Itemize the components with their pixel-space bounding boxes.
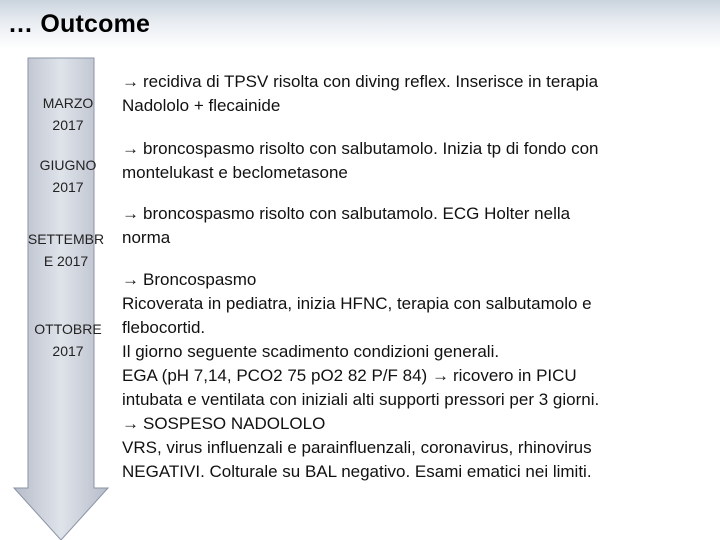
entry-ottobre: → Broncospasmo Ricoverata in pediatra, inizia HFNC, terapia con salbutamolo e flebocortid. Il giorno seguente scadimento condizioni generali. EGA (pH 7,14, PCO2 75 pO2 82 P/F 84) → ricovero in PICU intubata e ventilata con iniziali alti supporti pressori per 3 giorni. → SOSPESO NADOLOLO VRS, virus influenzali e parainfluenzali, coronavirus, rhinovirus NEGATIVI. Colturale su BAL negativo. Esami ematici nei limiti. — [122, 270, 600, 481]
entry-giugno: → broncospasmo risolto con salbutamolo. Inizia tp di fondo con montelukast e beclometasone — [122, 139, 599, 182]
timeline-date-ottobre: OTTOBRE 2017 — [34, 321, 102, 359]
arrow-right-icon: → — [122, 72, 139, 91]
arrow-right-icon: → — [431, 366, 449, 385]
arrow-right-icon: → — [122, 414, 139, 433]
arrow-right-icon: → — [122, 204, 139, 223]
timeline-date-giugno: GIUGNO 2017 — [39, 157, 97, 195]
slide-title: … Outcome — [8, 10, 151, 38]
arrow-right-icon: → — [122, 270, 139, 289]
entry-marzo: → recidiva di TPSV risolta con diving reflex. Inserisce in terapia Nadololo + flecainide — [122, 72, 599, 115]
timeline-date-settembre: SETTEMBR E 2017 — [27, 231, 105, 269]
timeline-date-marzo: MARZO 2017 — [42, 95, 94, 133]
arrow-right-icon: → — [122, 139, 139, 158]
entry-settembre: → broncospasmo risolto con salbutamolo. ECG Holter nella norma — [122, 204, 571, 247]
